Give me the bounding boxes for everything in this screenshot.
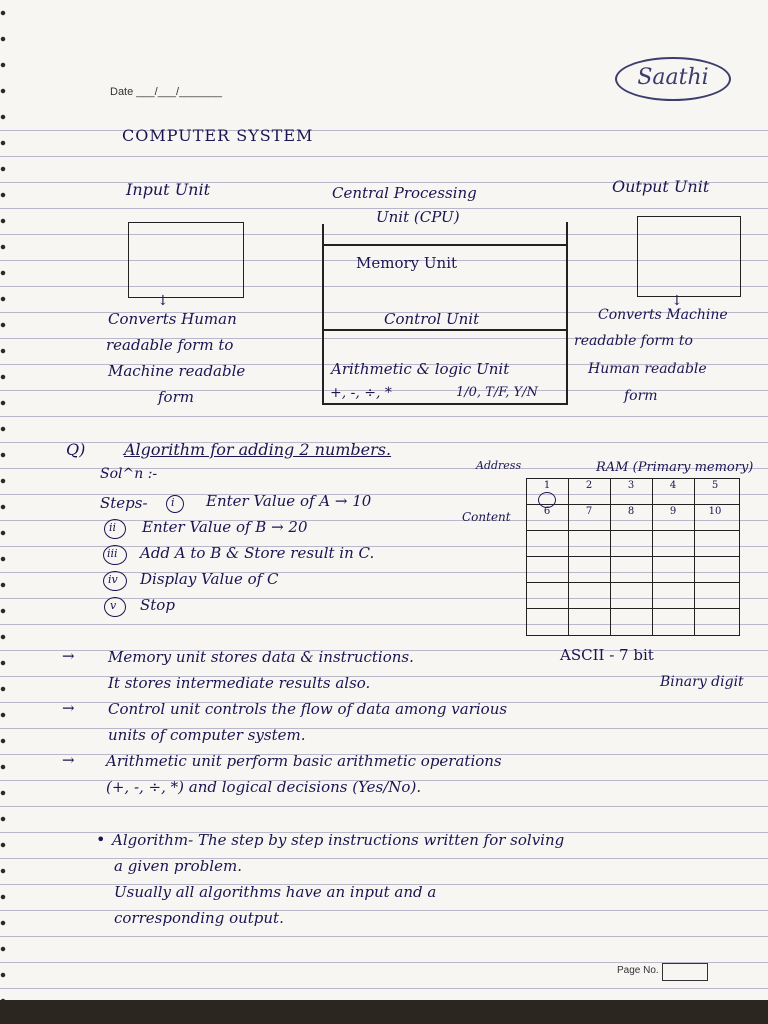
input-desc-line1: Converts Human	[108, 310, 237, 328]
note-3-arrow: →	[62, 699, 75, 717]
input-arrow: ↓	[157, 293, 169, 309]
ram-table	[526, 478, 740, 636]
step-1-number: i	[171, 496, 175, 509]
brand-name: Saathi	[637, 65, 709, 90]
input-desc-line3: Machine readable	[108, 362, 246, 380]
ram-col-line-4	[694, 478, 695, 636]
step-2-number: ii	[109, 521, 117, 534]
ram-address-cell: 3	[627, 480, 635, 491]
ram-address-cell: 1	[543, 480, 551, 491]
note-2-text: It stores intermediate results also.	[108, 674, 371, 692]
step-4-number: iv	[108, 573, 118, 586]
page-number-label: Page No.	[617, 965, 659, 976]
ram-col-line-2	[610, 478, 611, 636]
page-title: COMPUTER SYSTEM	[122, 126, 314, 145]
definition-line1: Algorithm- The step by step instructions written for solving	[112, 831, 565, 849]
output-unit-box	[637, 216, 741, 297]
alu-logic-values: 1/0, T/F, Y/N	[456, 385, 538, 400]
step-3-number: iii	[107, 547, 118, 560]
ram-content-cell: 10	[708, 506, 722, 517]
ram-address-cell: 5	[711, 480, 719, 491]
ram-content-cell: 8	[627, 506, 635, 517]
step-4-circle	[103, 571, 127, 591]
note-5-arrow: →	[62, 751, 75, 769]
input-desc-line4: form	[158, 388, 194, 406]
page-number-box	[662, 963, 708, 981]
ram-content-cell: 6	[543, 506, 551, 517]
spiral-binding	[0, 0, 6, 1000]
note-1-arrow: →	[62, 647, 75, 665]
cpu-bottom-line	[322, 403, 568, 405]
output-arrow: ↓	[671, 293, 683, 309]
input-unit-box	[128, 222, 244, 298]
ram-content-cell: 9	[669, 506, 677, 517]
ram-outer-border	[526, 478, 740, 636]
note-3-text: Control unit controls the flow of data among various	[108, 700, 508, 718]
step-1-circle	[166, 495, 184, 513]
cpu-title-line1: Central Processing	[332, 184, 477, 202]
step-1-text: Enter Value of A → 10	[206, 492, 372, 510]
ram-col-line-3	[652, 478, 653, 636]
cpu-top-line	[322, 244, 566, 246]
note-1-aside: ASCII - 7 bit	[560, 646, 654, 664]
step-3-text: Add A to B & Store result in C.	[140, 544, 375, 562]
ram-content-label: Content	[462, 510, 511, 524]
note-5-text: Arithmetic unit perform basic arithmetic operations	[106, 752, 502, 770]
page-shadow	[0, 1000, 768, 1024]
cpu-left-border	[322, 224, 324, 404]
alu-label: Arithmetic & logic Unit	[331, 360, 510, 378]
step-4-text: Display Value of C	[140, 570, 279, 588]
control-unit-label: Control Unit	[384, 310, 480, 328]
ram-row-line-3	[526, 556, 740, 557]
cpu-divider	[322, 329, 566, 331]
date-field: Date ___/___/_______	[110, 86, 222, 98]
ram-content-cell: 7	[585, 506, 593, 517]
note-1-text: Memory unit stores data & instructions.	[108, 648, 414, 666]
note-2-aside: Binary digit	[660, 674, 744, 690]
ram-address-label: Address	[476, 459, 522, 472]
ram-row-line-4	[526, 582, 740, 583]
alu-operators: +, -, ÷, *	[330, 385, 392, 401]
ram-row-line-5	[526, 608, 740, 609]
input-unit-label: Input Unit	[126, 180, 211, 199]
brand-logo	[615, 57, 731, 101]
memory-unit-label: Memory Unit	[356, 254, 458, 272]
ram-address-cell: 4	[669, 480, 677, 491]
step-5-number: v	[110, 599, 117, 612]
question-text: Algorithm for adding 2 numbers.	[124, 440, 392, 459]
output-desc-line1: Converts Machine	[598, 307, 728, 323]
cpu-title-line2: Unit (CPU)	[376, 208, 460, 226]
ram-row-line-1	[526, 504, 740, 505]
step-5-text: Stop	[140, 596, 175, 614]
definition-line2: a given problem.	[114, 857, 242, 875]
solution-label: Sol^n :-	[100, 466, 158, 482]
ram-row-line-2	[526, 530, 740, 531]
question-number: Q)	[66, 440, 86, 459]
definition-line3: Usually all algorithms have an input and a	[114, 883, 437, 901]
ram-title: RAM (Primary memory)	[596, 460, 754, 475]
steps-label: Steps-	[100, 494, 148, 512]
ram-address-cell: 2	[585, 480, 593, 491]
definition-bullet: •	[96, 830, 106, 849]
step-3-circle	[103, 545, 127, 565]
ram-col-line-1	[568, 478, 569, 636]
step-2-text: Enter Value of B → 20	[142, 518, 308, 536]
output-desc-line4: form	[624, 388, 658, 404]
output-desc-line3: Human readable	[588, 361, 707, 377]
output-unit-label: Output Unit	[612, 177, 710, 196]
definition-line4: corresponding output.	[114, 909, 284, 927]
note-6-text: (+, -, ÷, *) and logical decisions (Yes/No).	[106, 778, 422, 796]
step-2-circle	[104, 519, 126, 539]
step-5-circle	[104, 597, 126, 617]
input-desc-line2: readable form to	[106, 336, 234, 354]
cpu-right-border	[566, 222, 568, 404]
note-4-text: units of computer system.	[108, 726, 306, 744]
output-desc-line2: readable form to	[574, 333, 693, 349]
